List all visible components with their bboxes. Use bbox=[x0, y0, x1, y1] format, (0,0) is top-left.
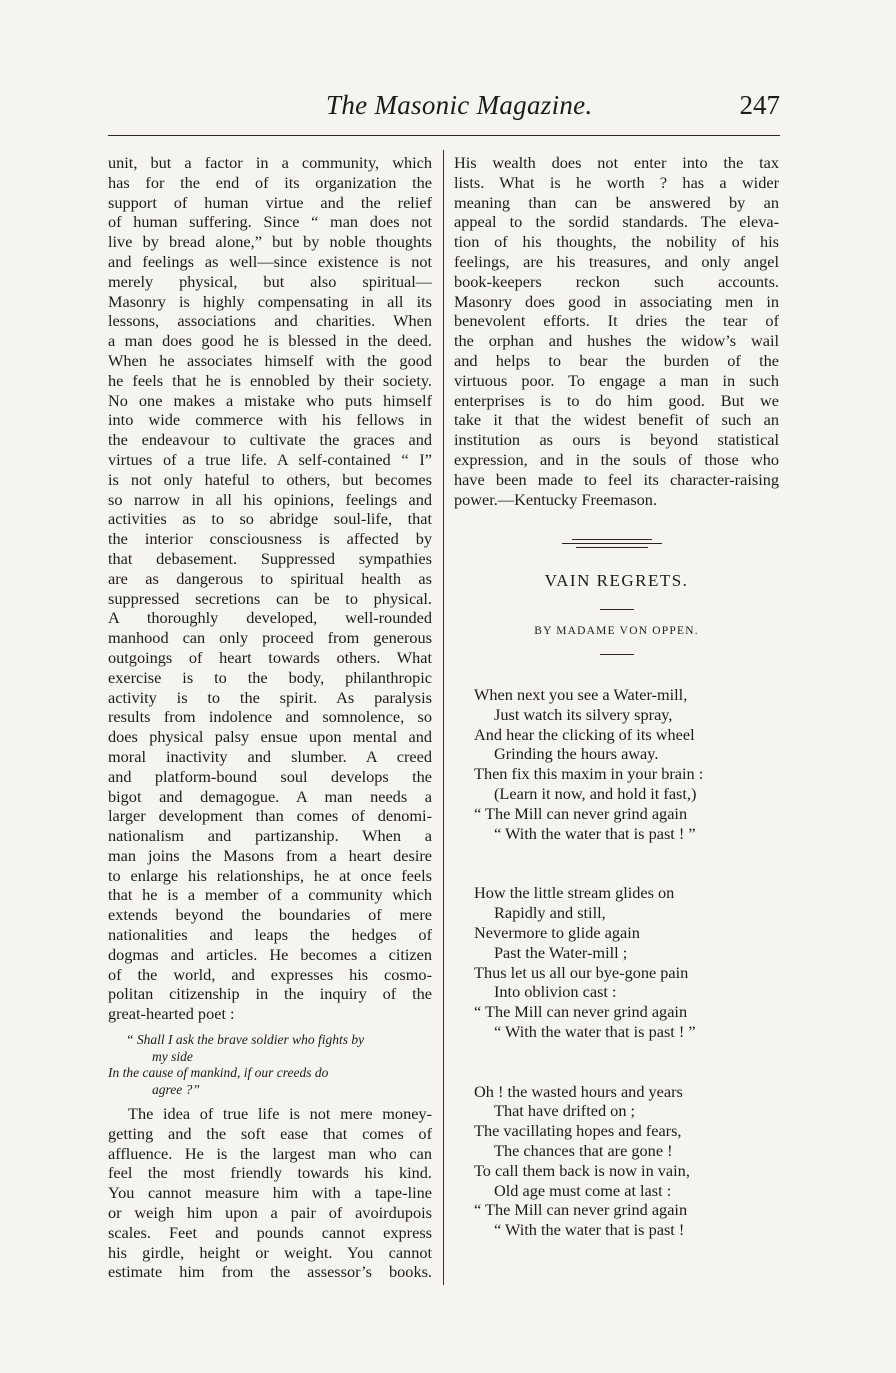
text-line: dogmas and articles. He becomes a citizen bbox=[108, 944, 432, 964]
text-line: politan citizenship in the inquiry of the bbox=[108, 984, 432, 1004]
byline-rule bbox=[600, 654, 634, 655]
poem-line: Oh ! the wasted hours and years bbox=[474, 1081, 683, 1101]
text-line: larger development than comes of denomi- bbox=[108, 806, 432, 826]
right-column bbox=[454, 153, 779, 1280]
text-line: suppressed secretions can be to physical. bbox=[108, 588, 432, 608]
text-line: so narrow in all his opinions, feelings and bbox=[108, 489, 432, 509]
article-body-part-2 bbox=[108, 1104, 432, 1282]
text-line: Masonry does good in associating men in bbox=[454, 291, 779, 311]
text-line: When he associates himself with the good bbox=[108, 350, 432, 370]
text-line: his girdle, height or weight. You cannot bbox=[108, 1242, 432, 1262]
page-header bbox=[108, 86, 780, 126]
text-line: to enlarge his relationships, he at once feels bbox=[108, 865, 432, 885]
poem-line: Rapidly and still, bbox=[494, 903, 606, 923]
text-line: feel the most friendly towards his kind. bbox=[108, 1163, 432, 1183]
text-line: feelings, are his treasures, and only angel bbox=[454, 251, 779, 271]
text-line: You cannot measure him with a tape-line bbox=[108, 1183, 432, 1203]
text-line: man joins the Masons from a heart desire bbox=[108, 845, 432, 865]
text-line: bigot and demagogue. A man needs a bbox=[108, 786, 432, 806]
poem-line: (Learn it now, and hold it fast,) bbox=[494, 783, 697, 803]
text-line: into wide commerce with his fellows in bbox=[108, 410, 432, 430]
text-line: he feels that he is ennobled by their society. bbox=[108, 370, 432, 390]
text-line: unit, but a factor in a community, which bbox=[108, 153, 432, 172]
text-line: of the world, and expresses his cosmo- bbox=[108, 964, 432, 984]
text-line: great-hearted poet : bbox=[108, 1004, 235, 1024]
text-line: enterprises is to do him good. But we bbox=[454, 390, 779, 410]
poem-line: The vacillating hopes and fears, bbox=[474, 1121, 682, 1141]
left-column bbox=[108, 153, 432, 1282]
text-line: meaning than can be answered by an bbox=[454, 192, 779, 212]
text-line: A thoroughly developed, well-rounded bbox=[108, 608, 432, 628]
poem-title: VAIN REGRETS. bbox=[544, 571, 689, 591]
text-line: expression, and in the souls of those who bbox=[454, 449, 779, 469]
text-line: and platform-bound soul develops the bbox=[108, 766, 432, 786]
poem-line: How the little stream glides on bbox=[474, 883, 675, 903]
quote-line: In the cause of mankind, if our creeds do bbox=[108, 1065, 329, 1081]
text-line: scales. Feet and pounds cannot express bbox=[108, 1222, 432, 1242]
text-line: extends beyond the boundaries of mere bbox=[108, 905, 432, 925]
poem-line: And hear the clicking of its wheel bbox=[474, 724, 695, 744]
text-line: does physical palsy ensue upon mental and bbox=[108, 727, 432, 747]
text-line: tion of his thoughts, the nobility of his bbox=[454, 232, 779, 252]
text-line: activity is to the spirit. As paralysis bbox=[108, 687, 432, 707]
text-line: nationalities and leaps the hedges of bbox=[108, 925, 432, 945]
text-line: Masonry is highly compensating in all its bbox=[108, 291, 432, 311]
section-ornament bbox=[454, 537, 779, 553]
text-line: lists. What is he worth ? has a wider bbox=[454, 172, 779, 192]
text-line: results from indolence and somnolence, so bbox=[108, 707, 432, 727]
text-line: lessons, associations and charities. When bbox=[108, 311, 432, 331]
text-line: a man does good he is blessed in the deed. bbox=[108, 331, 432, 351]
running-title: The Masonic Magazine. bbox=[326, 90, 593, 120]
text-line: and helps to bear the burden of the bbox=[454, 350, 779, 370]
page-number: 247 bbox=[739, 90, 780, 120]
poem bbox=[454, 685, 779, 1240]
poem-byline: BY MADAME VON OPPEN. bbox=[534, 625, 699, 638]
poem-line: “ The Mill can never grind again bbox=[474, 803, 688, 823]
poem-line: Old age must come at last : bbox=[494, 1180, 672, 1200]
poem-line: To call them back is now in vain, bbox=[474, 1160, 690, 1180]
verse-quotation bbox=[108, 1032, 432, 1098]
quote-line: “ Shall I ask the brave soldier who fights by bbox=[126, 1032, 365, 1048]
poem-line: “ With the water that is past ! ” bbox=[494, 1021, 696, 1041]
text-line: support of human virtue and the relief bbox=[108, 192, 432, 212]
text-line: His wealth does not enter into the tax bbox=[454, 153, 779, 172]
text-line: the endeavour to cultivate the graces and bbox=[108, 430, 432, 450]
text-line: manhood can only proceed from generous bbox=[108, 628, 432, 648]
text-line: exercise is to the body, philanthropic bbox=[108, 667, 432, 687]
text-line: or weigh him upon a pair of avoirdupois bbox=[108, 1203, 432, 1223]
text-line: of human suffering. Since “ man does not bbox=[108, 212, 432, 232]
text-line: the orphan and hushes the widow’s wail bbox=[454, 331, 779, 351]
poem-line: Just watch its silvery spray, bbox=[494, 704, 673, 724]
text-line: has for the end of its organization the bbox=[108, 172, 432, 192]
text-line: is not only hateful to others, but becomes bbox=[108, 469, 432, 489]
poem-line: “ The Mill can never grind again bbox=[474, 1200, 688, 1220]
quote-line: my side bbox=[152, 1048, 193, 1064]
poem-line: Thus let us all our bye-gone pain bbox=[474, 962, 689, 982]
text-line: The idea of true life is not mere money- bbox=[128, 1104, 432, 1124]
article-body-part-3 bbox=[454, 153, 779, 509]
text-line: live by bread alone,” but by noble thoughts bbox=[108, 232, 432, 252]
quote-line: agree ?” bbox=[152, 1081, 200, 1097]
title-rule bbox=[600, 609, 634, 610]
article-source-line: power.—Kentucky Freemason. bbox=[454, 489, 658, 509]
poem-line: “ The Mill can never grind again bbox=[474, 1002, 688, 1022]
text-line: take it that the widest benefit of such an bbox=[454, 410, 779, 430]
poem-line: Nevermore to glide again bbox=[474, 922, 640, 942]
text-line: merely physical, but also spiritual— bbox=[108, 271, 432, 291]
poem-stanza bbox=[474, 685, 779, 843]
poem-line: “ With the water that is past ! bbox=[494, 1220, 685, 1240]
text-line: book-keepers reckon such accounts. bbox=[454, 271, 779, 291]
poem-line: “ With the water that is past ! ” bbox=[494, 823, 696, 843]
text-line: the interior consciousness is affected by bbox=[108, 529, 432, 549]
text-line: estimate him from the assessor’s books. bbox=[108, 1262, 432, 1282]
article-body-part-1 bbox=[108, 153, 432, 1024]
text-line: affluence. He is the largest man who can bbox=[108, 1143, 432, 1163]
text-line: virtuous poor. To engage a man in such bbox=[454, 370, 779, 390]
text-line: institution as ours is beyond statistical bbox=[454, 430, 779, 450]
text-line: activities as to so abridge soul-life, that bbox=[108, 509, 432, 529]
text-line: are as dangerous to spiritual health as bbox=[108, 568, 432, 588]
poem-line: The chances that are gone ! bbox=[494, 1141, 673, 1161]
poem-line: When next you see a Water-mill, bbox=[474, 684, 688, 704]
poem-stanza bbox=[474, 1082, 779, 1240]
poem-line: Grinding the hours away. bbox=[494, 744, 659, 764]
text-line: appeal to the sordid standards. The eleva- bbox=[454, 212, 779, 232]
text-line: nationalism and partizanship. When a bbox=[108, 826, 432, 846]
text-line: outgoings of heart towards others. What bbox=[108, 647, 432, 667]
poem-line: That have drifted on ; bbox=[494, 1101, 636, 1121]
poem-line: Into oblivion cast : bbox=[494, 982, 617, 1002]
text-line: benevolent efforts. It dries the tear of bbox=[454, 311, 779, 331]
column-divider bbox=[443, 150, 444, 1285]
poem-line: Past the Water-mill ; bbox=[494, 942, 628, 962]
text-line: moral inactivity and slumber. A creed bbox=[108, 746, 432, 766]
text-line: virtues of a true life. A self-contained “ I” bbox=[108, 449, 432, 469]
text-line: that he is a member of a community which bbox=[108, 885, 432, 905]
text-line: getting and the soft ease that comes of bbox=[108, 1123, 432, 1143]
text-line: No one makes a mistake who puts himself bbox=[108, 390, 432, 410]
text-line: and feelings as well—since existence is not bbox=[108, 251, 432, 271]
header-rule bbox=[108, 135, 780, 136]
text-line: that debasement. Suppressed sympathies bbox=[108, 548, 432, 568]
text-line: have been made to feel its character-raising bbox=[454, 469, 779, 489]
poem-stanza bbox=[474, 883, 779, 1041]
poem-line: Then fix this maxim in your brain : bbox=[474, 764, 704, 784]
